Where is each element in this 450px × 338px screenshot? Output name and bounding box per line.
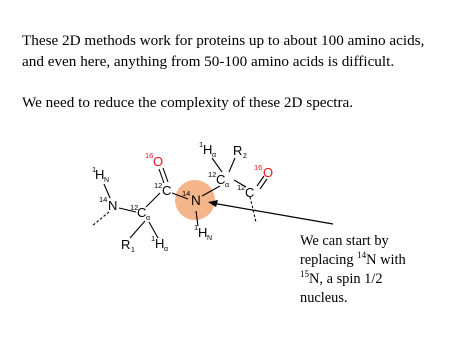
atom-r1 [121,237,135,254]
svg-text:α: α [212,152,217,159]
svg-text:H: H [203,142,213,157]
svg-text:1: 1 [131,247,135,254]
atom-c-carbonyl-left [154,181,171,198]
bond-calpha-r1 [130,221,145,238]
atom-r2 [233,143,247,160]
atom-o-right [254,163,273,180]
bond-calpha-c-left [146,193,160,207]
svg-text:α: α [146,215,151,222]
caption-line-2-suffix: N with [366,252,406,268]
caption-n14-superscript: 14 [357,250,367,261]
svg-text:C: C [216,172,226,187]
svg-text:O: O [263,165,274,180]
atom-h-n-center [194,223,212,242]
svg-text:α: α [225,182,230,189]
atom-c-carbonyl-right [237,183,254,200]
svg-text:2: 2 [243,153,247,160]
arrow-line [212,203,333,224]
svg-text:14: 14 [99,195,108,204]
svg-text:α: α [164,246,169,253]
bond-chain-left [92,212,109,226]
atom-h-alpha-right [199,140,216,159]
svg-text:N: N [104,177,110,184]
svg-text:N: N [207,235,213,242]
svg-text:C: C [245,185,255,200]
isotope-caption [300,232,445,308]
svg-text:1: 1 [194,223,199,232]
svg-text:1: 1 [199,140,204,149]
svg-text:12: 12 [237,183,246,192]
svg-text:H: H [95,167,105,182]
svg-text:12: 12 [130,203,139,212]
atom-o-left [145,151,163,169]
svg-text:R: R [233,143,243,158]
svg-text:N: N [191,193,201,208]
bond-calpha-r2 [229,158,235,172]
svg-text:12: 12 [208,170,217,179]
svg-text:N: N [108,198,118,213]
atom-h-alpha-left [151,234,168,253]
bond-c-o-left-b [163,168,168,182]
svg-text:16: 16 [145,151,154,160]
svg-text:1: 1 [151,234,156,243]
atom-c-alpha-right [208,170,229,189]
intro-line-1: These 2D methods work for proteins up to about 100 amino acids, [22,32,425,49]
svg-text:C: C [137,205,147,220]
svg-text:16: 16 [254,163,263,172]
atom-n-left [99,195,117,213]
goal-paragraph: We need to reduce the complexity of these 2D spectra. [22,94,354,111]
svg-text:O: O [153,154,164,169]
svg-text:C: C [162,183,172,198]
caption-n15-superscript: 15 [300,269,309,280]
caption-line-4: nucleus. [300,290,348,306]
svg-text:14: 14 [182,189,191,198]
caption-line-2-prefix: replacing [300,252,358,268]
svg-text:R: R [121,237,131,252]
caption-line-3: N, a spin 1/2 [309,271,383,287]
svg-text:H: H [155,236,165,251]
atom-h-n-left [92,165,109,184]
caption-line-1: We can start by [300,233,389,249]
svg-text:1: 1 [92,165,97,174]
intro-line-2: and even here, anything from 50-100 amino acids is difficult. [22,53,395,70]
svg-text:12: 12 [154,181,163,190]
svg-text:H: H [198,225,208,240]
